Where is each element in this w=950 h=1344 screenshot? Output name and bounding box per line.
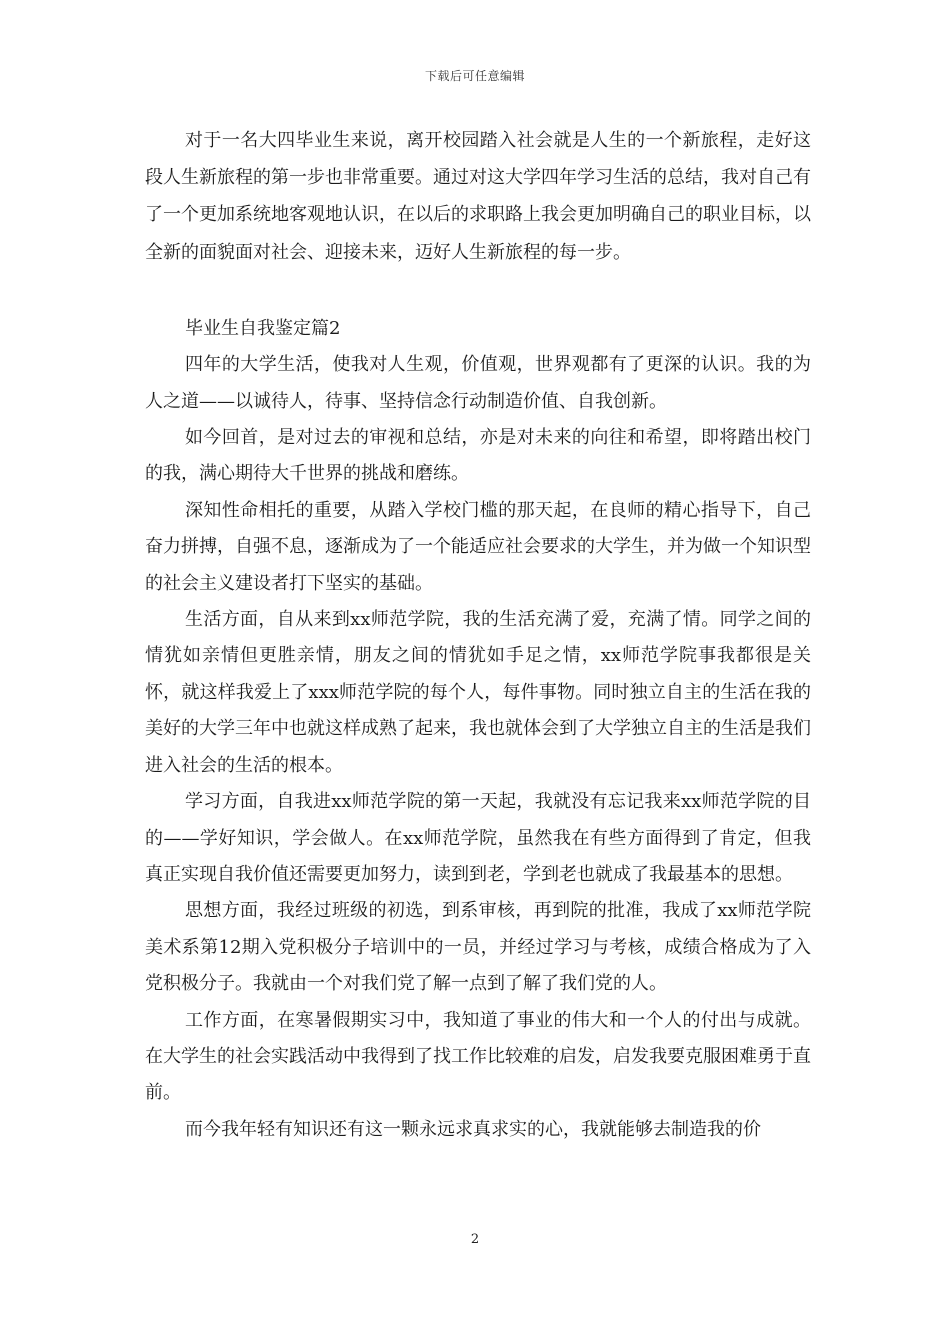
page-number: 2 <box>470 1232 480 1247</box>
body-paragraph: 如今回首，是对过去的审视和总结，亦是对未来的向往和希望，即将踏出校门的我，满心期待大千世界的挑战和磨练。 <box>145 427 811 485</box>
document-body <box>145 122 811 1148</box>
body-paragraph: 工作方面，在寒暑假期实习中，我知道了事业的伟大和一个人的付出与成就。在大学生的社会实践活动中我得到了找工作比较难的启发，启发我要克服困难勇于直前。 <box>145 1009 811 1104</box>
section-title: 毕业生自我鉴定篇2 <box>185 317 341 339</box>
body-paragraph: 四年的大学生活，使我对人生观，价值观，世界观都有了更深的认识。我的为人之道——以诚待人，待事、坚持信念行动制造价值、自我创新。 <box>145 354 811 412</box>
paragraph-spacer <box>145 271 811 311</box>
body-paragraph: 而今我年轻有知识还有这一颗永远求真求实的心，我就能够去制造我的价 <box>185 1118 761 1140</box>
intro-paragraph: 对于一名大四毕业生来说，离开校园踏入社会就是人生的一个新旅程，走好这段人生新旅程的第一步也非常重要。通过对这大学四年学习生活的总结，我对自己有了一个更加系统地客观地认识，在以后的求职路上我会更加明确自己的职业目标，以全新的面貌面对社会、迎接未来，迈好人生新旅程的每一步。 <box>145 130 811 263</box>
body-paragraph: 生活方面，自从来到xx师范学院，我的生活充满了爱，充满了情。同学之间的情犹如亲情但更胜亲情，朋友之间的情犹如手足之情，xx师范学院事我都很是关怀，就这样我爱上了xxx师范学院的每个人，每件事物。同时独立自主的生活在我的美好的大学三年中也就这样成熟了起来，我也就体会到了大学独立自主的生活是我们进入社会的生活的根本。 <box>145 609 811 776</box>
page-header: 下载后可任意编辑 <box>424 69 525 83</box>
body-paragraph: 学习方面，自我进xx师范学院的第一天起，我就没有忘记我来xx师范学院的目的——学好知识，学会做人。在xx师范学院，虽然我在有些方面得到了肯定，但我真正实现自我价值还需要更加努力，读到到老，学到老也就成了我最基本的思想。 <box>145 791 811 885</box>
body-paragraph: 思想方面，我经过班级的初选，到系审核，再到院的批准，我成了xx师范学院美术系第12期入党积极分子培训中的一员，并经过学习与考核，成绩合格成为了入党积极分子。我就由一个对我们党了解一点到了解了我们党的人。 <box>145 900 811 995</box>
body-paragraph: 深知性命相托的重要，从踏入学校门槛的那天起，在良师的精心指导下，自己奋力拼搏，自强不息，逐渐成为了一个能适应社会要求的大学生，并为做一个知识型的社会主义建设者打下坚实的基础。 <box>145 499 811 594</box>
